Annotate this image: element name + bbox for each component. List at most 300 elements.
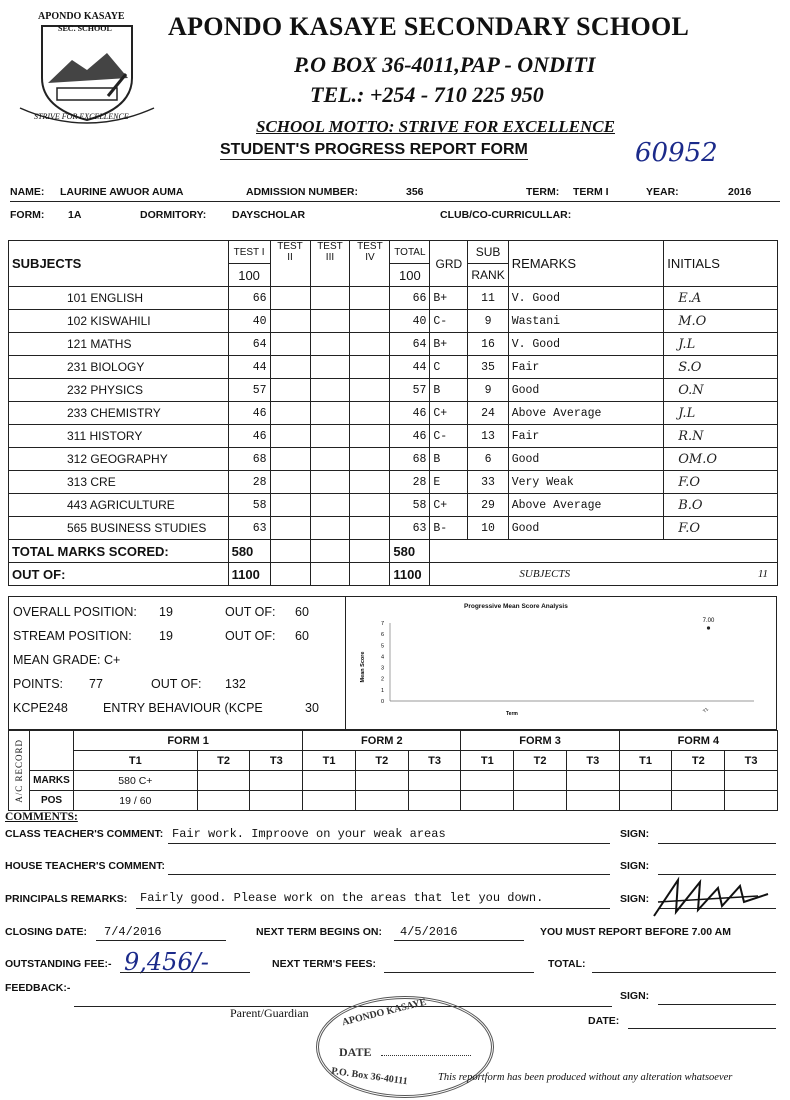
test2-score	[270, 494, 310, 517]
form-value: 1A	[68, 209, 82, 221]
record-term-header: T1	[461, 751, 514, 771]
subjects-count-value: 11	[757, 568, 768, 580]
subject-name: 231 BIOLOGY	[9, 356, 229, 379]
header-sub: SUB	[468, 241, 508, 264]
next-term-fees-label: NEXT TERM'S FEES:	[272, 958, 377, 970]
empty-cell	[270, 563, 310, 586]
header-test3: TEST III	[310, 241, 350, 287]
grade: C+	[430, 494, 468, 517]
stream-of-value: 60	[295, 629, 309, 643]
test3-score	[310, 310, 350, 333]
record-form-header: FORM 2	[303, 731, 461, 751]
subject-rank: 29	[468, 494, 508, 517]
parent-guardian-label: Parent/Guardian	[230, 1006, 309, 1020]
out-of-test1: 1100	[228, 563, 270, 586]
test2-score	[270, 356, 310, 379]
test4-score	[350, 333, 390, 356]
marks-footer	[9, 540, 778, 586]
record-empty-cell	[250, 771, 303, 791]
remark: Above Average	[508, 494, 664, 517]
chart-y-tick: 4	[380, 654, 384, 661]
chart-plot	[344, 597, 776, 729]
test3-score	[310, 425, 350, 448]
out-of-row	[9, 563, 778, 586]
subject-name: 233 CHEMISTRY	[9, 402, 229, 425]
school-tel: TEL.: +254 - 710 225 950	[310, 82, 544, 107]
chart-point	[707, 626, 710, 629]
overall-value: 19	[159, 605, 173, 619]
term-value: TERM I	[573, 186, 609, 198]
name-label: NAME:	[10, 186, 45, 198]
record-empty-cell	[408, 791, 461, 811]
subject-rank: 24	[468, 402, 508, 425]
class-comment-line	[168, 843, 610, 844]
test1-score: 64	[228, 333, 270, 356]
test2-score	[270, 448, 310, 471]
feedback-label: FEEDBACK:-	[5, 982, 71, 994]
teacher-initials: M.O	[664, 310, 778, 333]
test2-score	[270, 402, 310, 425]
subject-rank: 9	[468, 379, 508, 402]
chart-y-label: Mean Score	[360, 651, 366, 683]
record-empty-cell	[725, 791, 778, 811]
table-row	[9, 517, 778, 540]
stamp-top-text: APONDO KASAYE	[340, 996, 428, 1029]
test1-score: 28	[228, 471, 270, 494]
test1-score: 40	[228, 310, 270, 333]
test2-score	[270, 471, 310, 494]
points-value: 77	[89, 677, 103, 691]
subject-name: 102 KISWAHILI	[9, 310, 229, 333]
stream-value: 19	[159, 629, 173, 643]
principal-remarks-label: PRINCIPALS REMARKS:	[5, 893, 128, 905]
record-side-text: A/C RECORD	[14, 738, 24, 803]
table-row	[9, 379, 778, 402]
header-grade: GRD	[430, 241, 468, 287]
record-empty-cell	[672, 791, 725, 811]
chart-y-tick: 0	[380, 699, 384, 705]
outstanding-fee-line	[120, 972, 250, 973]
empty-cell	[350, 563, 390, 586]
term-label: TERM:	[526, 186, 560, 198]
record-empty-cell	[619, 791, 672, 811]
logo-top-text: APONDO KASAYE	[38, 11, 125, 22]
parent-date-label: DATE:	[588, 1015, 620, 1027]
kcpe-row	[13, 701, 343, 715]
record-marks-value: 580 C+	[74, 771, 198, 791]
record-pos-row	[9, 791, 778, 811]
test3-score	[310, 379, 350, 402]
mean-score-chart	[344, 596, 777, 730]
dormitory-label: DORMITORY:	[140, 209, 207, 221]
record-term-header: T1	[74, 751, 198, 771]
feedback-line	[74, 1006, 612, 1007]
teacher-initials: O.N	[664, 379, 778, 402]
total-score: 44	[390, 356, 430, 379]
record-empty-cell	[461, 771, 514, 791]
record-term-header: T1	[619, 751, 672, 771]
record-term-header: T2	[355, 751, 408, 771]
grade: B+	[430, 287, 468, 310]
record-empty-cell	[355, 791, 408, 811]
record-empty-cell	[619, 771, 672, 791]
stream-row	[13, 629, 309, 643]
test2-score	[270, 379, 310, 402]
test2-score	[270, 425, 310, 448]
overall-row	[13, 605, 309, 619]
record-term-header: T3	[250, 751, 303, 771]
test1-score: 57	[228, 379, 270, 402]
record-empty-cell	[250, 791, 303, 811]
total-score: 46	[390, 402, 430, 425]
record-term-header: T3	[408, 751, 461, 771]
next-term-fees-line	[384, 972, 534, 973]
test3-score	[310, 494, 350, 517]
subject-name: 443 AGRICULTURE	[9, 494, 229, 517]
student-name: LAURINE AWUOR AUMA	[60, 186, 184, 198]
year-value: 2016	[728, 186, 752, 198]
overall-label: OVERALL POSITION:	[13, 605, 137, 619]
total-score: 64	[390, 333, 430, 356]
test1-score: 44	[228, 356, 270, 379]
test4-score	[350, 287, 390, 310]
closing-date-label: CLOSING DATE:	[5, 926, 88, 938]
teacher-initials: J.L	[664, 333, 778, 356]
record-empty-cell	[514, 791, 567, 811]
test3-score	[310, 333, 350, 356]
chart-y-tick: 7	[380, 621, 384, 627]
record-term-header: T3	[566, 751, 619, 771]
table-row	[9, 333, 778, 356]
test1-score: 58	[228, 494, 270, 517]
form-label: FORM:	[10, 209, 45, 221]
remark: V. Good	[508, 333, 664, 356]
subject-rank: 11	[468, 287, 508, 310]
stamp-bottom-text: P.O. Box 36-40111	[330, 1065, 409, 1088]
empty-cell	[350, 540, 390, 563]
total-marks-total: 580	[390, 540, 430, 563]
logo-sub-text: SEC. SCHOOL	[58, 24, 112, 33]
table-row	[9, 402, 778, 425]
closing-date-line	[96, 940, 226, 941]
total-score: 66	[390, 287, 430, 310]
chart-y-tick: 2	[380, 676, 384, 683]
test2-score	[270, 287, 310, 310]
header-test4: TEST IV	[350, 241, 390, 287]
record-form-header: FORM 3	[461, 731, 619, 751]
grade: E	[430, 471, 468, 494]
record-term-header: T2	[514, 751, 567, 771]
handwritten-number: 60952	[635, 138, 718, 168]
teacher-initials: B.O	[664, 494, 778, 517]
kcpe-label: KCPE:	[13, 701, 51, 715]
overall-of-label: OUT OF:	[225, 605, 276, 619]
total-score: 58	[390, 494, 430, 517]
subject-rank: 13	[468, 425, 508, 448]
grade: B-	[430, 517, 468, 540]
record-empty-cell	[197, 771, 250, 791]
record-empty-cell	[408, 771, 461, 791]
total-score: 46	[390, 425, 430, 448]
comments-title: COMMENTS:	[5, 811, 78, 823]
test3-score	[310, 356, 350, 379]
grade: B+	[430, 333, 468, 356]
next-term-value: 4/5/2016	[400, 925, 458, 939]
header-initials: INITIALS	[664, 241, 778, 287]
record-form-header: FORM 4	[619, 731, 777, 751]
subject-rank: 33	[468, 471, 508, 494]
subject-name: 311 HISTORY	[9, 425, 229, 448]
subject-rank: 10	[468, 517, 508, 540]
test1-score: 46	[228, 402, 270, 425]
school-name: APONDO KASAYE SECONDARY SCHOOL	[168, 12, 690, 41]
remark: Above Average	[508, 402, 664, 425]
subject-name: 313 CRE	[9, 471, 229, 494]
parent-sign-label: SIGN:	[620, 990, 650, 1002]
grade: C-	[430, 425, 468, 448]
school-logo	[12, 8, 162, 128]
record-term-header: T1	[303, 751, 356, 771]
record-empty-cell	[197, 791, 250, 811]
record-side-label	[9, 731, 30, 811]
test2-score	[270, 517, 310, 540]
stamp-date-line	[381, 1055, 471, 1056]
subject-rank: 9	[468, 310, 508, 333]
header-test2: TEST II	[270, 241, 310, 287]
record-empty-cell	[566, 791, 619, 811]
outstanding-fee-value: 9,456/-	[124, 948, 209, 976]
entry-behaviour-label: ENTRY BEHAVIOUR (KCPE	[103, 701, 263, 715]
stream-label: STREAM POSITION:	[13, 629, 132, 643]
summary-box	[8, 596, 346, 730]
remark: Wastani	[508, 310, 664, 333]
principal-signature-icon	[648, 872, 778, 922]
record-empty-cell	[514, 771, 567, 791]
remark: Good	[508, 379, 664, 402]
table-row	[9, 287, 778, 310]
test1-score: 46	[228, 425, 270, 448]
next-term-label: NEXT TERM BEGINS ON:	[256, 926, 383, 938]
mean-grade-value: C+	[104, 653, 121, 667]
teacher-initials: F.O	[664, 471, 778, 494]
chart-y-tick: 3	[380, 665, 384, 672]
student-info	[10, 186, 780, 226]
table-row	[9, 310, 778, 333]
subject-name: 121 MATHS	[9, 333, 229, 356]
record-corner	[30, 731, 74, 771]
marks-body	[9, 287, 778, 540]
marks-header-row	[9, 241, 778, 264]
record-marks-row	[9, 771, 778, 791]
record-empty-cell	[725, 771, 778, 791]
teacher-initials: E.A	[664, 287, 778, 310]
outstanding-fee-label: OUTSTANDING FEE:-	[5, 958, 112, 970]
school-motto: SCHOOL MOTTO: STRIVE FOR EXCELLENCE	[256, 117, 615, 136]
record-term-header: T2	[197, 751, 250, 771]
grade: B	[430, 448, 468, 471]
header-remarks: REMARKS	[508, 241, 664, 287]
total-marks-test1: 580	[228, 540, 270, 563]
table-row	[9, 425, 778, 448]
remark: Fair	[508, 356, 664, 379]
record-forms-row	[9, 731, 778, 751]
subjects-count-cell	[430, 563, 778, 586]
grade: C-	[430, 310, 468, 333]
subject-rank: 35	[468, 356, 508, 379]
points-of-value: 132	[225, 677, 246, 691]
total-score: 68	[390, 448, 430, 471]
test4-score	[350, 379, 390, 402]
academic-record-table	[8, 730, 778, 811]
table-row	[9, 471, 778, 494]
parent-sign-line	[658, 1004, 776, 1005]
test4-score	[350, 448, 390, 471]
record-empty-cell	[355, 771, 408, 791]
table-row	[9, 494, 778, 517]
test3-score	[310, 287, 350, 310]
total-marks-row	[9, 540, 778, 563]
header-test1-out: 100	[228, 264, 270, 287]
total-score: 28	[390, 471, 430, 494]
house-sign-label: SIGN:	[620, 860, 650, 872]
class-sign-line	[658, 843, 776, 844]
teacher-initials: S.O	[664, 356, 778, 379]
remark: V. Good	[508, 287, 664, 310]
test3-score	[310, 402, 350, 425]
test4-score	[350, 425, 390, 448]
table-row	[9, 448, 778, 471]
grade: C+	[430, 402, 468, 425]
chart-y-tick: 1	[380, 687, 384, 694]
teacher-initials: F.O	[664, 517, 778, 540]
total-fee-label: TOTAL:	[548, 958, 586, 970]
total-score: 57	[390, 379, 430, 402]
out-of-label: OUT OF:	[9, 563, 229, 586]
test3-score	[310, 448, 350, 471]
house-comment-label: HOUSE TEACHER'S COMMENT:	[5, 860, 166, 872]
logo-motto-text: STRIVE FOR EXCELLENCE	[34, 112, 129, 121]
test4-score	[350, 517, 390, 540]
chart-x-tick: T1	[701, 706, 710, 714]
class-comment-text: Fair work. Improove on your weak areas	[172, 827, 446, 841]
chart-title: Progressive Mean Score Analysis	[464, 603, 568, 610]
principal-remarks-text: Fairly good. Please work on the areas that let you down.	[140, 891, 544, 905]
mean-grade-label: MEAN GRADE:	[13, 653, 101, 667]
principal-sign-label: SIGN:	[620, 893, 650, 905]
teacher-initials: R.N	[664, 425, 778, 448]
test3-score	[310, 517, 350, 540]
test1-score: 68	[228, 448, 270, 471]
chart-y-tick: 5	[380, 643, 384, 650]
admission-number: 356	[406, 186, 424, 198]
test4-score	[350, 356, 390, 379]
marks-header	[9, 241, 778, 287]
test2-score	[270, 333, 310, 356]
record-empty-cell	[461, 791, 514, 811]
class-comment-label: CLASS TEACHER'S COMMENT:	[5, 828, 164, 840]
record-empty-cell	[672, 771, 725, 791]
principal-remarks-line	[136, 908, 610, 909]
empty-cell	[310, 563, 350, 586]
table-row	[9, 356, 778, 379]
test4-score	[350, 494, 390, 517]
header-total-out: 100	[390, 264, 430, 287]
closing-date-value: 7/4/2016	[104, 925, 162, 939]
points-label: POINTS:	[13, 677, 64, 691]
record-empty-cell	[303, 791, 356, 811]
subject-name: 565 BUSINESS STUDIES	[9, 517, 229, 540]
total-score: 63	[390, 517, 430, 540]
marks-table	[8, 240, 778, 586]
class-sign-label: SIGN:	[620, 828, 650, 840]
stream-of-label: OUT OF:	[225, 629, 276, 643]
points-of-label: OUT OF:	[151, 677, 202, 691]
total-fee-line	[592, 972, 776, 973]
test4-score	[350, 402, 390, 425]
empty-cell	[270, 540, 310, 563]
test1-score: 63	[228, 517, 270, 540]
report-form-title: STUDENT'S PROGRESS REPORT FORM	[220, 141, 528, 158]
record-marks-label: MARKS	[30, 771, 74, 791]
school-address: P.O BOX 36-4011,PAP - ONDITI	[294, 52, 596, 77]
subject-name: 232 PHYSICS	[9, 379, 229, 402]
record-term-header: T2	[672, 751, 725, 771]
record-pos-value: 19 / 60	[74, 791, 198, 811]
subjects-count-label: SUBJECTS	[519, 568, 571, 580]
admission-label: ADMISSION NUMBER:	[246, 186, 358, 198]
record-term-header: T3	[725, 751, 778, 771]
record-empty-cell	[566, 771, 619, 791]
test2-score	[270, 310, 310, 333]
kcpe-value: 248	[47, 701, 68, 715]
record-empty-cell	[303, 771, 356, 791]
remark: Fair	[508, 425, 664, 448]
header-subjects: SUBJECTS	[9, 241, 229, 287]
empty-cell	[310, 540, 350, 563]
empty-cell	[430, 540, 778, 563]
subject-rank: 16	[468, 333, 508, 356]
club-label: CLUB/CO-CURRICULLAR:	[440, 209, 572, 221]
stamp-date-text: DATE	[339, 1045, 372, 1059]
remark: Good	[508, 517, 664, 540]
record-form-header: FORM 1	[74, 731, 303, 751]
subject-rank: 6	[468, 448, 508, 471]
remark: Very Weak	[508, 471, 664, 494]
subject-name: 312 GEOGRAPHY	[9, 448, 229, 471]
test4-score	[350, 310, 390, 333]
report-time-note: YOU MUST REPORT BEFORE 7.00 AM	[540, 926, 731, 938]
year-label: YEAR:	[646, 186, 679, 198]
chart-x-label: Term	[506, 711, 518, 717]
dormitory-value: DAYSCHOLAR	[232, 209, 306, 221]
test4-score	[350, 471, 390, 494]
overall-of-value: 60	[295, 605, 309, 619]
info-divider	[10, 201, 780, 202]
header-total: TOTAL	[390, 241, 430, 264]
chart-y-tick: 6	[380, 632, 384, 639]
test1-score: 66	[228, 287, 270, 310]
entry-behaviour-value: 30	[305, 701, 319, 715]
parent-date-line	[628, 1028, 776, 1029]
grade: B	[430, 379, 468, 402]
total-marks-label: TOTAL MARKS SCORED:	[9, 540, 229, 563]
chart-data-label: 7.00	[702, 618, 715, 624]
header-rank: RANK	[468, 264, 508, 287]
subject-name: 101 ENGLISH	[9, 287, 229, 310]
teacher-initials: J.L	[664, 402, 778, 425]
teacher-initials: OM.O	[664, 448, 778, 471]
record-terms-row	[9, 751, 778, 771]
